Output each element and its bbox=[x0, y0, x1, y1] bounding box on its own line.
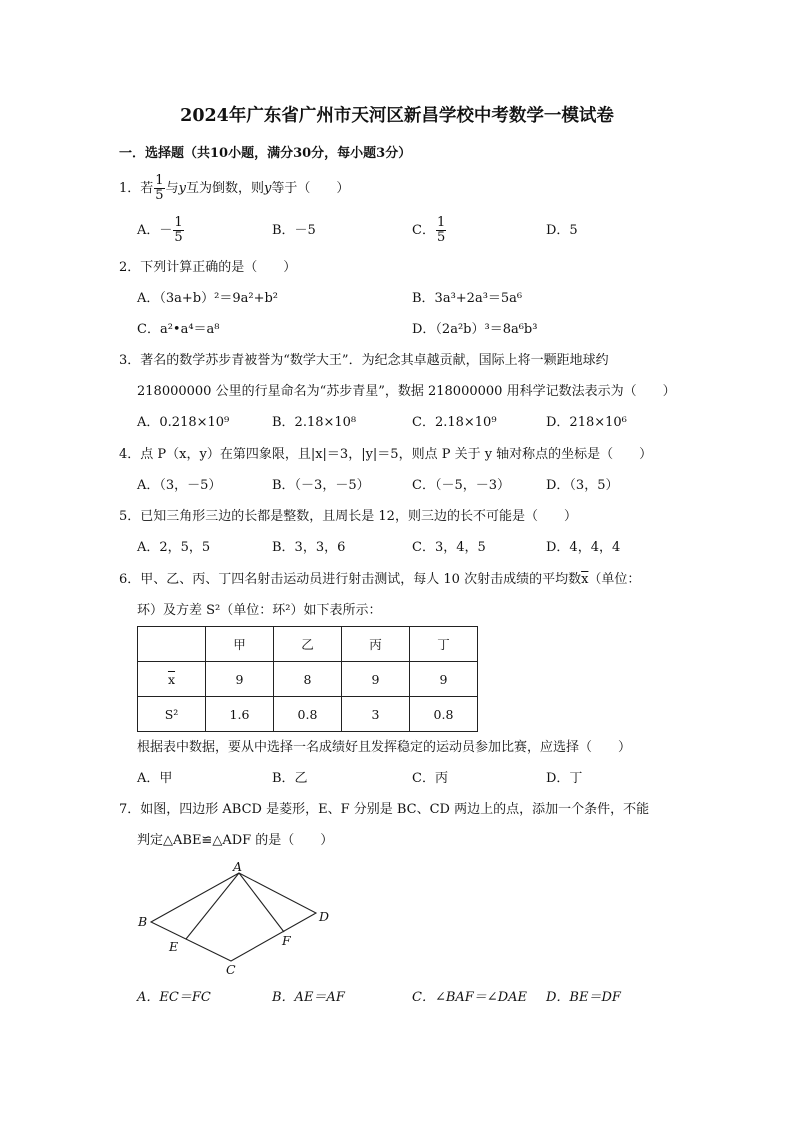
question-2-option-c[interactable]: C．a²•a⁴＝a⁸ bbox=[137, 322, 220, 337]
question-5-option-c[interactable]: C．3，4，5 bbox=[412, 540, 486, 555]
point-label-d: D bbox=[319, 909, 330, 924]
table-header: 丙 bbox=[342, 627, 410, 662]
point-label-e: E bbox=[169, 939, 179, 954]
segment-af bbox=[239, 873, 284, 932]
table-header: 甲 bbox=[206, 627, 274, 662]
question-4-option-b[interactable]: B．（－3，－5） bbox=[272, 478, 370, 493]
question-4-option-d[interactable]: D．（3，5） bbox=[546, 478, 619, 493]
question-7-option-a[interactable]: A．EC＝FC bbox=[137, 990, 211, 1005]
question-3-stem-line1: 3．著名的数学苏步青被誉为“数学大王”．为纪念其卓越贡献，国际上将一颗距地球约 bbox=[119, 353, 609, 368]
question-3-option-b[interactable]: B．2.18×10⁸ bbox=[272, 415, 357, 430]
point-label-b: B bbox=[138, 914, 148, 929]
table-cell: 9 bbox=[206, 662, 274, 697]
table-cell bbox=[138, 627, 206, 662]
question-6-option-c[interactable]: C．丙 bbox=[412, 771, 448, 786]
table-header: 乙 bbox=[274, 627, 342, 662]
question-5-stem: 5．已知三角形三边的长都是整数，且周长是 12，则三边的长不可能是（ ） bbox=[119, 509, 577, 524]
fraction: $\frac{1}{5}$ bbox=[155, 173, 164, 203]
question-1-option-b[interactable]: B．－5 bbox=[272, 223, 316, 238]
question-4-option-a[interactable]: A．（3，－5） bbox=[137, 478, 222, 493]
question-6-option-a[interactable]: A．甲 bbox=[137, 771, 173, 786]
table-row bbox=[138, 627, 478, 662]
question-5-option-b[interactable]: B．3，3，6 bbox=[272, 540, 346, 555]
question-6-stem-line2: 环）及方差 S²（单位：环²）如下表所示： bbox=[137, 603, 382, 618]
question-5-option-a[interactable]: A．2，5，5 bbox=[137, 540, 211, 555]
question-2-stem: 2．下列计算正确的是（ ） bbox=[119, 260, 297, 275]
question-3-option-c[interactable]: C．2.18×10⁹ bbox=[412, 415, 497, 430]
question-2-option-b[interactable]: B．3a³+2a³＝5a⁶ bbox=[412, 291, 523, 306]
question-3-option-a[interactable]: A．0.218×10⁹ bbox=[137, 415, 230, 430]
point-label-a: A bbox=[233, 860, 243, 874]
question-7-option-d[interactable]: D．BE＝DF bbox=[546, 990, 621, 1005]
question-7-option-c[interactable]: C．∠BAF＝∠DAE bbox=[412, 990, 527, 1005]
table-header: 丁 bbox=[410, 627, 478, 662]
table-cell: 3 bbox=[342, 697, 410, 732]
question-3-option-d[interactable]: D．218×10⁶ bbox=[546, 415, 627, 430]
question-3-stem-line2: 218000000 公里的行星命名为“苏步青星”，数据 218000000 用科学记数法表示为（ ） bbox=[137, 384, 676, 399]
question-6-option-d[interactable]: D．丁 bbox=[546, 771, 583, 786]
question-4-stem: 4．点 P（x，y）在第四象限，且|x|＝3，|y|＝5，则点 P 关于 y 轴对称点的坐标是（ ） bbox=[119, 447, 653, 462]
point-label-f: F bbox=[282, 933, 291, 948]
point-label-c: C bbox=[226, 962, 236, 977]
question-1-option-d[interactable]: D．5 bbox=[546, 223, 578, 238]
question-6-stem-line1: 6．甲、乙、丙、丁四名射击运动员进行射击测试，每人 10 次射击成绩的平均数$\overline{x}$（单位： bbox=[119, 572, 641, 587]
table-cell: 1.6 bbox=[206, 697, 274, 732]
segment-ae bbox=[186, 873, 239, 939]
question-2-option-a[interactable]: A．（3a+b）²＝9a²+b² bbox=[137, 291, 278, 306]
page-title: 2024年广东省广州市天河区新昌学校中考数学一模试卷 bbox=[180, 106, 614, 126]
score-table bbox=[137, 626, 478, 732]
question-2-option-d[interactable]: D．（2a²b）³＝8a⁶b³ bbox=[412, 322, 538, 337]
question-4-option-c[interactable]: C．（－5，－3） bbox=[412, 478, 510, 493]
table-cell: 0.8 bbox=[410, 697, 478, 732]
question-1-option-c[interactable]: C． $\frac{1}{5}$ bbox=[412, 215, 446, 245]
question-6-option-b[interactable]: B．乙 bbox=[272, 771, 308, 786]
question-7-option-b[interactable]: B．AE＝AF bbox=[272, 990, 345, 1005]
question-7-stem-line2: 判定△ABE≌△ADF 的是（ ） bbox=[137, 833, 334, 848]
table-cell: 0.8 bbox=[274, 697, 342, 732]
section-heading: 一．选择题（共10小题，满分30分，每小题3分） bbox=[119, 146, 412, 161]
table-cell: 9 bbox=[410, 662, 478, 697]
question-1-stem: 1．若 $\frac{1}{5}$ 与y互为倒数，则y等于（ ） bbox=[119, 173, 350, 203]
question-5-option-d[interactable]: D．4，4，4 bbox=[546, 540, 621, 555]
table-cell: 8 bbox=[274, 662, 342, 697]
row-label-variance: S² bbox=[138, 697, 206, 732]
table-row bbox=[138, 697, 478, 732]
row-label-mean: $\overline{x}$ bbox=[138, 662, 206, 697]
question-7-stem-line1: 7．如图，四边形 ABCD 是菱形，E、F 分别是 BC、CD 两边上的点，添加一个条件，不能 bbox=[119, 802, 650, 817]
table-cell: 9 bbox=[342, 662, 410, 697]
rhombus-figure bbox=[132, 860, 347, 982]
question-6-stem-line3: 根据表中数据，要从中选择一名成绩好且发挥稳定的运动员参加比赛，应选择（ ） bbox=[137, 740, 632, 755]
table-row bbox=[138, 662, 478, 697]
question-1-option-a[interactable]: A．－ $\frac{1}{5}$ bbox=[137, 215, 183, 245]
